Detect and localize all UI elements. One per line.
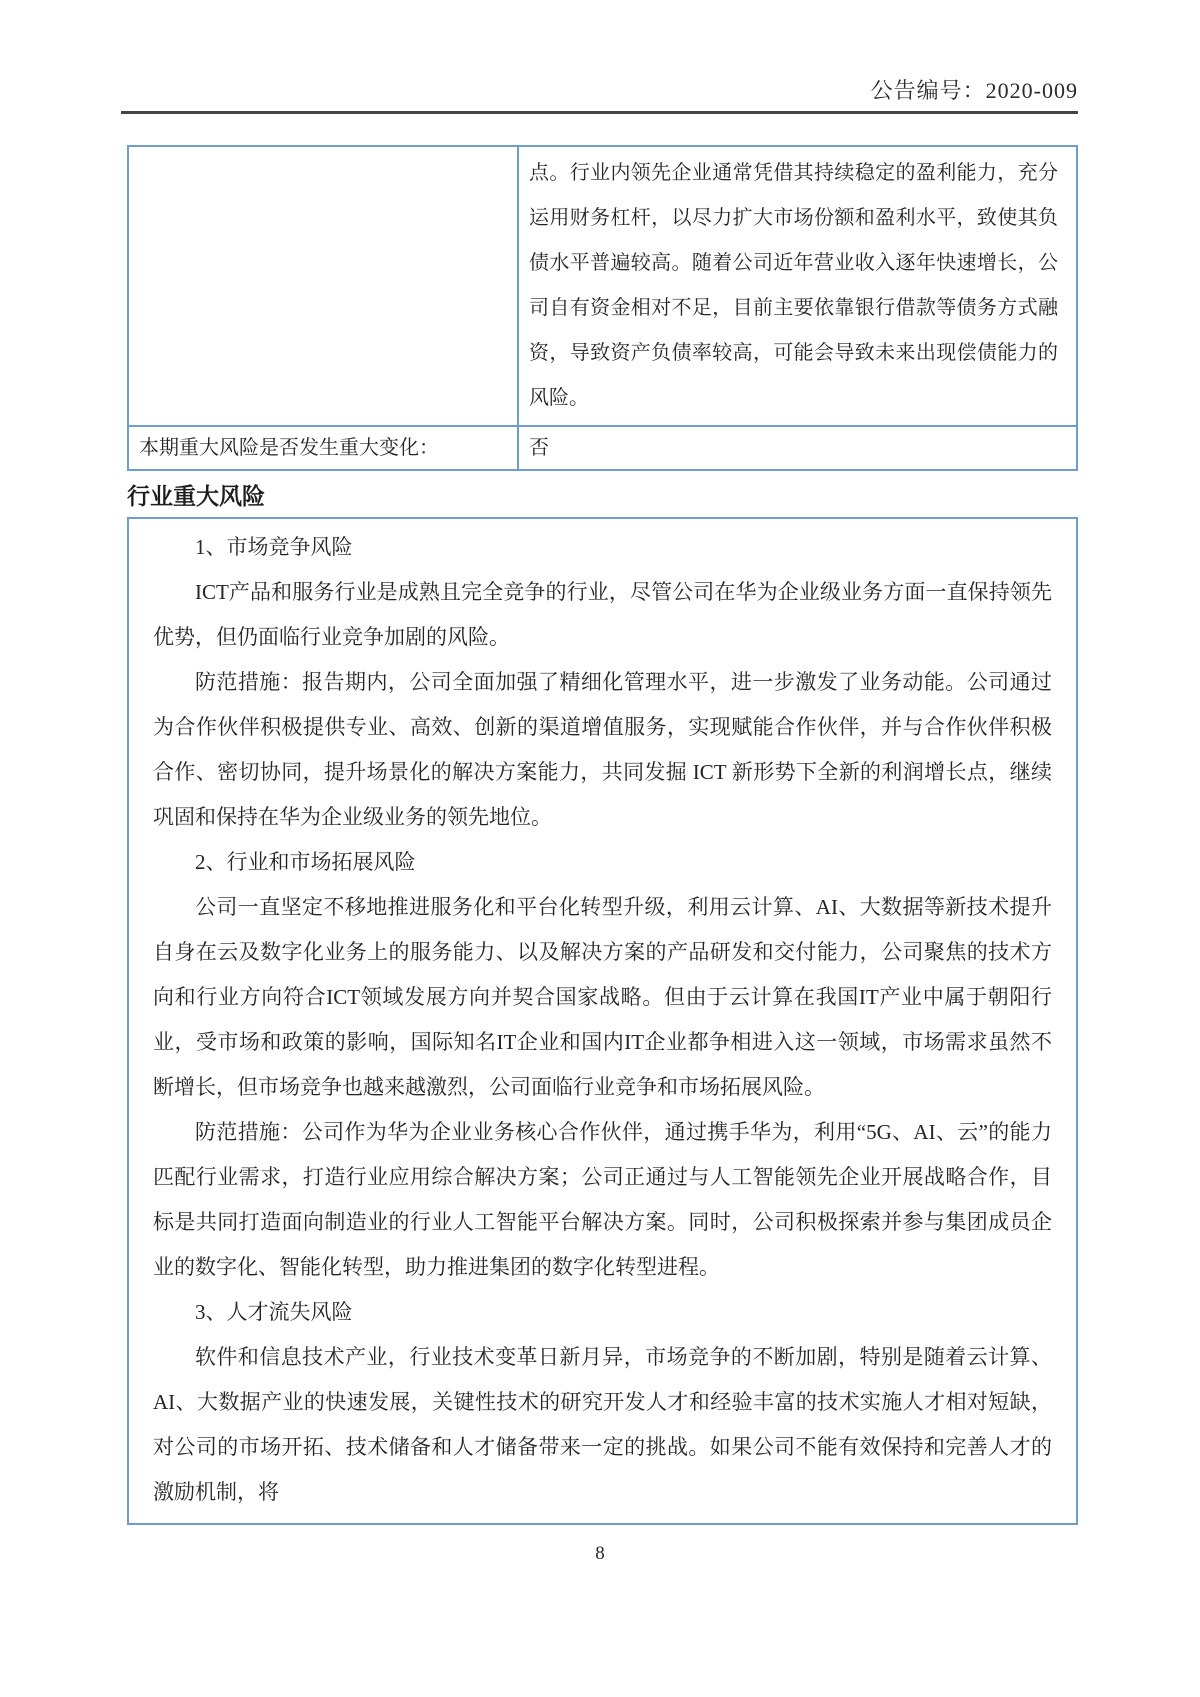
table-cell-risk-description: 点。行业内领先企业通常凭借其持续稳定的盈利能力，充分运用财务杠杆，以尽力扩大市场份额和盈利水平，致使其负债水平普遍较高。随着公司近年营业收入逐年快速增长，公司自有资金相对不足，目前主要依靠银行借款等债务方式融资，导致资产负债率较高，可能会导致未来出现偿债能力的风险。 (518, 146, 1077, 426)
risk-paragraph: 防范措施：公司作为华为企业业务核心合作伙伴，通过携手华为，利用“5G、AI、云”的能力匹配行业需求，打造行业应用综合解决方案；公司正通过与人工智能领先企业开展战略合作，目标是共同打造面向制造业的行业人工智能平台解决方案。同时，公司积极探索并参与集团成员企业的数字化、智能化转型，助力推进集团的数字化转型进程。 (153, 1120, 1052, 1279)
risk-paragraph-heading-1: 1、市场竞争风险 (195, 535, 353, 559)
table-cell-change-label: 本期重大风险是否发生重大变化： (128, 426, 518, 470)
risk-paragraph: 防范措施：报告期内，公司全面加强了精细化管理水平，进一步激发了业务动能。公司通过为合作伙伴积极提供专业、高效、创新的渠道增值服务，实现赋能合作伙伴，并与合作伙伴积极合作、密切协同，提升场景化的解决方案能力，共同发掘 ICT 新形势下全新的利润增长点，继续巩固和保持在华为企业级业务的领先地位。 (153, 670, 1052, 829)
page-number: 8 (595, 1543, 605, 1564)
risk-paragraph: 公司一直坚定不移地推进服务化和平台化转型升级，利用云计算、AI、大数据等新技术提升自身在云及数字化业务上的服务能力、以及解决方案的产品研发和交付能力，公司聚焦的技术方向和行业方向符合ICT领域发展方向并契合国家战略。但由于云计算在我国IT产业中属于朝阳行业，受市场和政策的影响，国际知名IT企业和国内IT企业都争相进入这一领域，市场需求虽然不断增长，但市场竞争也越来越激烈，公司面临行业竞争和市场拓展风险。 (153, 895, 1052, 1099)
risk-paragraph: 软件和信息技术产业，行业技术变革日新月异，市场竞争的不断加剧，特别是随着云计算、AI、大数据产业的快速发展，关键性技术的研究开发人才和经验丰富的技术实施人才相对短缺，对公司的市场开拓、技术储备和人才储备带来一定的挑战。如果公司不能有效保持和完善人才的激励机制，将 (153, 1345, 1052, 1504)
table-row (128, 146, 1077, 426)
industry-risk-box (127, 517, 1078, 1525)
risk-paragraph-heading-2: 2、行业和市场拓展风险 (195, 850, 416, 874)
table-cell-empty (128, 146, 518, 426)
risk-paragraph-heading-3: 3、人才流失风险 (195, 1300, 353, 1324)
risk-summary-table (127, 145, 1078, 471)
table-cell-change-value: 否 (518, 426, 1077, 470)
header-divider (121, 111, 1078, 114)
table-row (128, 426, 1077, 470)
risk-paragraph: ICT产品和服务行业是成熟且完全竞争的行业，尽管公司在华为企业级业务方面一直保持领先优势，但仍面临行业竞争加剧的风险。 (153, 580, 1052, 649)
section-title-industry-risk: 行业重大风险 (127, 484, 265, 509)
announcement-number: 公告编号：2020-009 (870, 78, 1078, 103)
